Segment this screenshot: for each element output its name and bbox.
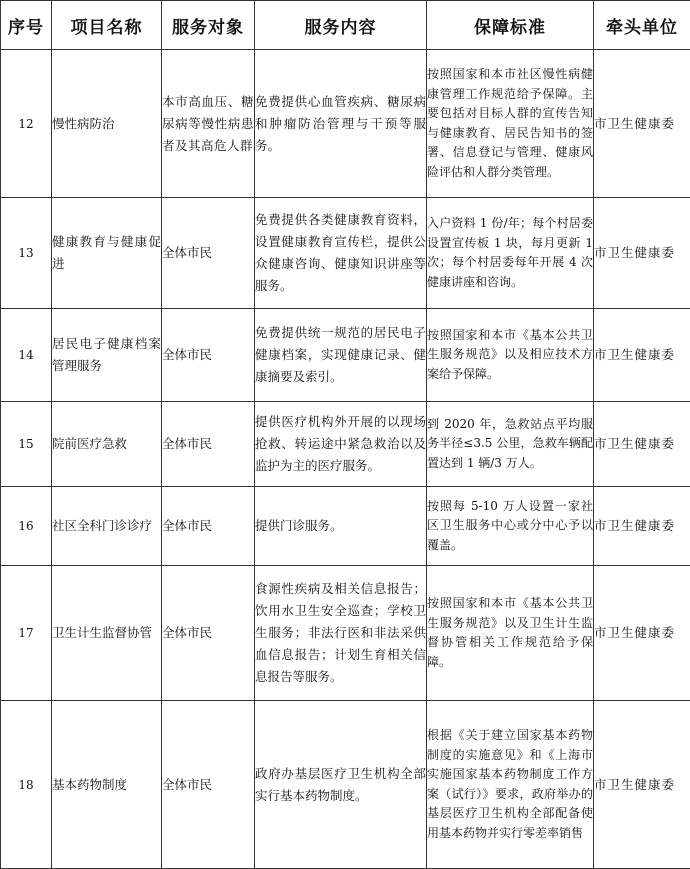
row-seq: 18 <box>1 701 52 869</box>
row-lead-unit: 市卫生健康委 <box>594 566 690 701</box>
row-seq: 13 <box>1 198 52 309</box>
table-row <box>1 566 690 701</box>
row-project-name: 居民电子健康档案管理服务 <box>52 309 162 402</box>
table-row <box>1 50 690 198</box>
row-guarantee-standard: 按照国家和本市《基本公共卫生服务规范》以及相应技术方案给予保障。 <box>427 309 594 402</box>
row-service-content: 免费提供各类健康教育资料，设置健康教育宣传栏，提供公众健康咨询、健康知识讲座等服务。 <box>255 198 427 309</box>
row-seq: 16 <box>1 487 52 566</box>
row-service-target: 全体市民 <box>162 402 255 487</box>
header-service-target: 服务对象 <box>162 1 255 50</box>
header-project-name: 项目名称 <box>52 1 162 50</box>
row-seq: 17 <box>1 566 52 701</box>
header-seq: 序号 <box>1 1 52 50</box>
row-seq: 12 <box>1 50 52 198</box>
row-service-target: 全体市民 <box>162 701 255 869</box>
table-row <box>1 309 690 402</box>
row-lead-unit: 市卫生健康委 <box>594 50 690 198</box>
table-row <box>1 402 690 487</box>
row-guarantee-standard: 按照国家和本市《基本公共卫生服务规范》以及卫生计生监督协管相关工作规范给予保障。 <box>427 566 594 701</box>
row-service-target: 全体市民 <box>162 566 255 701</box>
row-guarantee-standard: 到 2020 年，急救站点平均服务半径≤3.5 公里，急救车辆配置达到 1 辆/3 万人。 <box>427 402 594 487</box>
row-service-target: 全体市民 <box>162 487 255 566</box>
row-project-name: 基本药物制度 <box>52 701 162 869</box>
row-project-name: 慢性病防治 <box>52 50 162 198</box>
row-lead-unit: 市卫生健康委 <box>594 309 690 402</box>
row-seq: 15 <box>1 402 52 487</box>
row-guarantee-standard: 根据《关于建立国家基本药物制度的实施意见》和《上海市实施国家基本药物制度工作方案（试行）》要求，政府举办的基层医疗卫生机构全部配备使用基本药物并实行零差率销售 <box>427 701 594 869</box>
row-seq: 14 <box>1 309 52 402</box>
row-service-target: 全体市民 <box>162 309 255 402</box>
row-service-content: 政府办基层医疗卫生机构全部实行基本药物制度。 <box>255 701 427 869</box>
header-guarantee-standard: 保障标准 <box>427 1 594 50</box>
row-project-name: 健康教育与健康促进 <box>52 198 162 309</box>
table-row <box>1 487 690 566</box>
row-lead-unit: 市卫生健康委 <box>594 487 690 566</box>
row-project-name: 卫生计生监督协管 <box>52 566 162 701</box>
header-lead-unit: 牵头单位 <box>594 1 690 50</box>
row-project-name: 院前医疗急救 <box>52 402 162 487</box>
row-service-content: 食源性疾病及相关信息报告；饮用水卫生安全巡查；学校卫生服务；非法行医和非法采供血信息报告；计划生育相关信息报告等服务。 <box>255 566 427 701</box>
row-project-name: 社区全科门诊诊疗 <box>52 487 162 566</box>
row-service-content: 免费提供统一规范的居民电子健康档案，实现健康记录、健康摘要及索引。 <box>255 309 427 402</box>
row-lead-unit: 市卫生健康委 <box>594 198 690 309</box>
row-lead-unit: 市卫生健康委 <box>594 402 690 487</box>
header-row <box>1 1 690 50</box>
row-guarantee-standard: 入户资料 1 份/年；每个村居委设置宣传板 1 块，每月更新 1 次；每个村居委每年开展 4 次健康讲座和咨询。 <box>427 198 594 309</box>
row-guarantee-standard: 按照国家和本市社区慢性病健康管理工作规范给予保障。主要包括对目标人群的宣传告知与健康教育、居民告知书的签署、信息登记与管理、健康风险评估和人群分类管理。 <box>427 50 594 198</box>
row-service-content: 提供医疗机构外开展的以现场抢救、转运途中紧急救治以及监护为主的医疗服务。 <box>255 402 427 487</box>
row-service-content: 提供门诊服务。 <box>255 487 427 566</box>
row-service-target: 本市高血压、糖尿病等慢性病患者及其高危人群 <box>162 50 255 198</box>
row-guarantee-standard: 按照每 5-10 万人设置一家社区卫生服务中心或分中心予以覆盖。 <box>427 487 594 566</box>
header-service-content: 服务内容 <box>255 1 427 50</box>
table-row <box>1 198 690 309</box>
row-lead-unit: 市卫生健康委 <box>594 701 690 869</box>
row-service-target: 全体市民 <box>162 198 255 309</box>
table-row <box>1 701 690 869</box>
row-service-content: 免费提供心血管疾病、糖尿病和肿瘤防治管理与干预等服务。 <box>255 50 427 198</box>
